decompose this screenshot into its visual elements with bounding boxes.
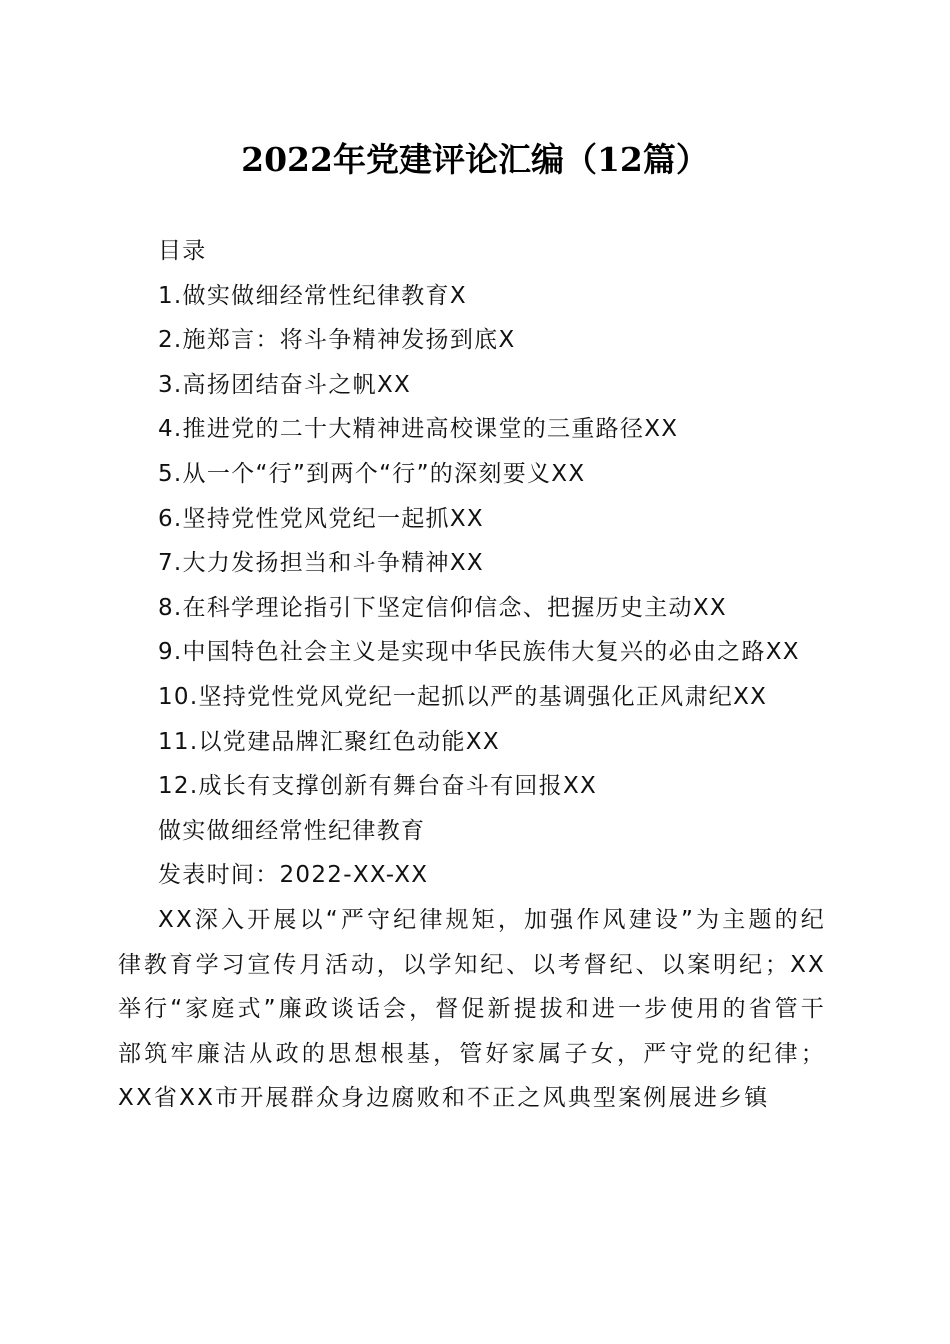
toc-item: 2.施郑言：将斗争精神发扬到底X [158, 327, 516, 354]
body-paragraph: XX深入开展以“严守纪律规矩，加强作风建设”为主题的纪律教育学习宣传月活动，以学知纪、以考督纪、以案明纪；XX举行“家庭式”廉政谈话会，督促新提拔和进一步使用的省管干部筑牢廉洁从政的思想根基，管好家属子女，严守党的纪律；XX省XX市开展群众身边腐败和不正之风典型案例展进乡镇 [118, 906, 826, 1112]
toc-item: 12.成长有支撑创新有舞台奋斗有回报XX [158, 773, 598, 800]
toc-heading: 目录 [158, 238, 207, 264]
toc-item: 9.中国特色社会主义是实现中华民族伟大复兴的必由之路XX [158, 639, 800, 666]
document-body [118, 229, 826, 1121]
toc-item: 7.大力发扬担当和斗争精神XX [158, 550, 484, 577]
toc-item: 3.高扬团结奋斗之帆XX [158, 371, 412, 398]
publish-date: 发表时间：2022-XX-XX [158, 862, 429, 889]
document-title: 2022年党建评论汇编（12篇） [241, 140, 709, 179]
toc-item: 6.坚持党性党风党纪一起抓XX [158, 505, 484, 532]
toc-item: 5.从一个“行”到两个“行”的深刻要义XX [158, 460, 586, 487]
toc-item: 11.以党建品牌汇聚红色动能XX [158, 728, 500, 755]
toc-item: 8.在科学理论指引下坚定信仰信念、把握历史主动XX [158, 594, 727, 621]
article-title: 做实做细经常性纪律教育 [158, 817, 426, 844]
toc-item: 4.推进党的二十大精神进高校课堂的三重路径XX [158, 416, 679, 443]
toc-item: 10.坚持党性党风党纪一起抓以严的基调强化正风肃纪XX [158, 683, 768, 710]
toc-item: 1.做实做细经常性纪律教育X [158, 282, 467, 309]
